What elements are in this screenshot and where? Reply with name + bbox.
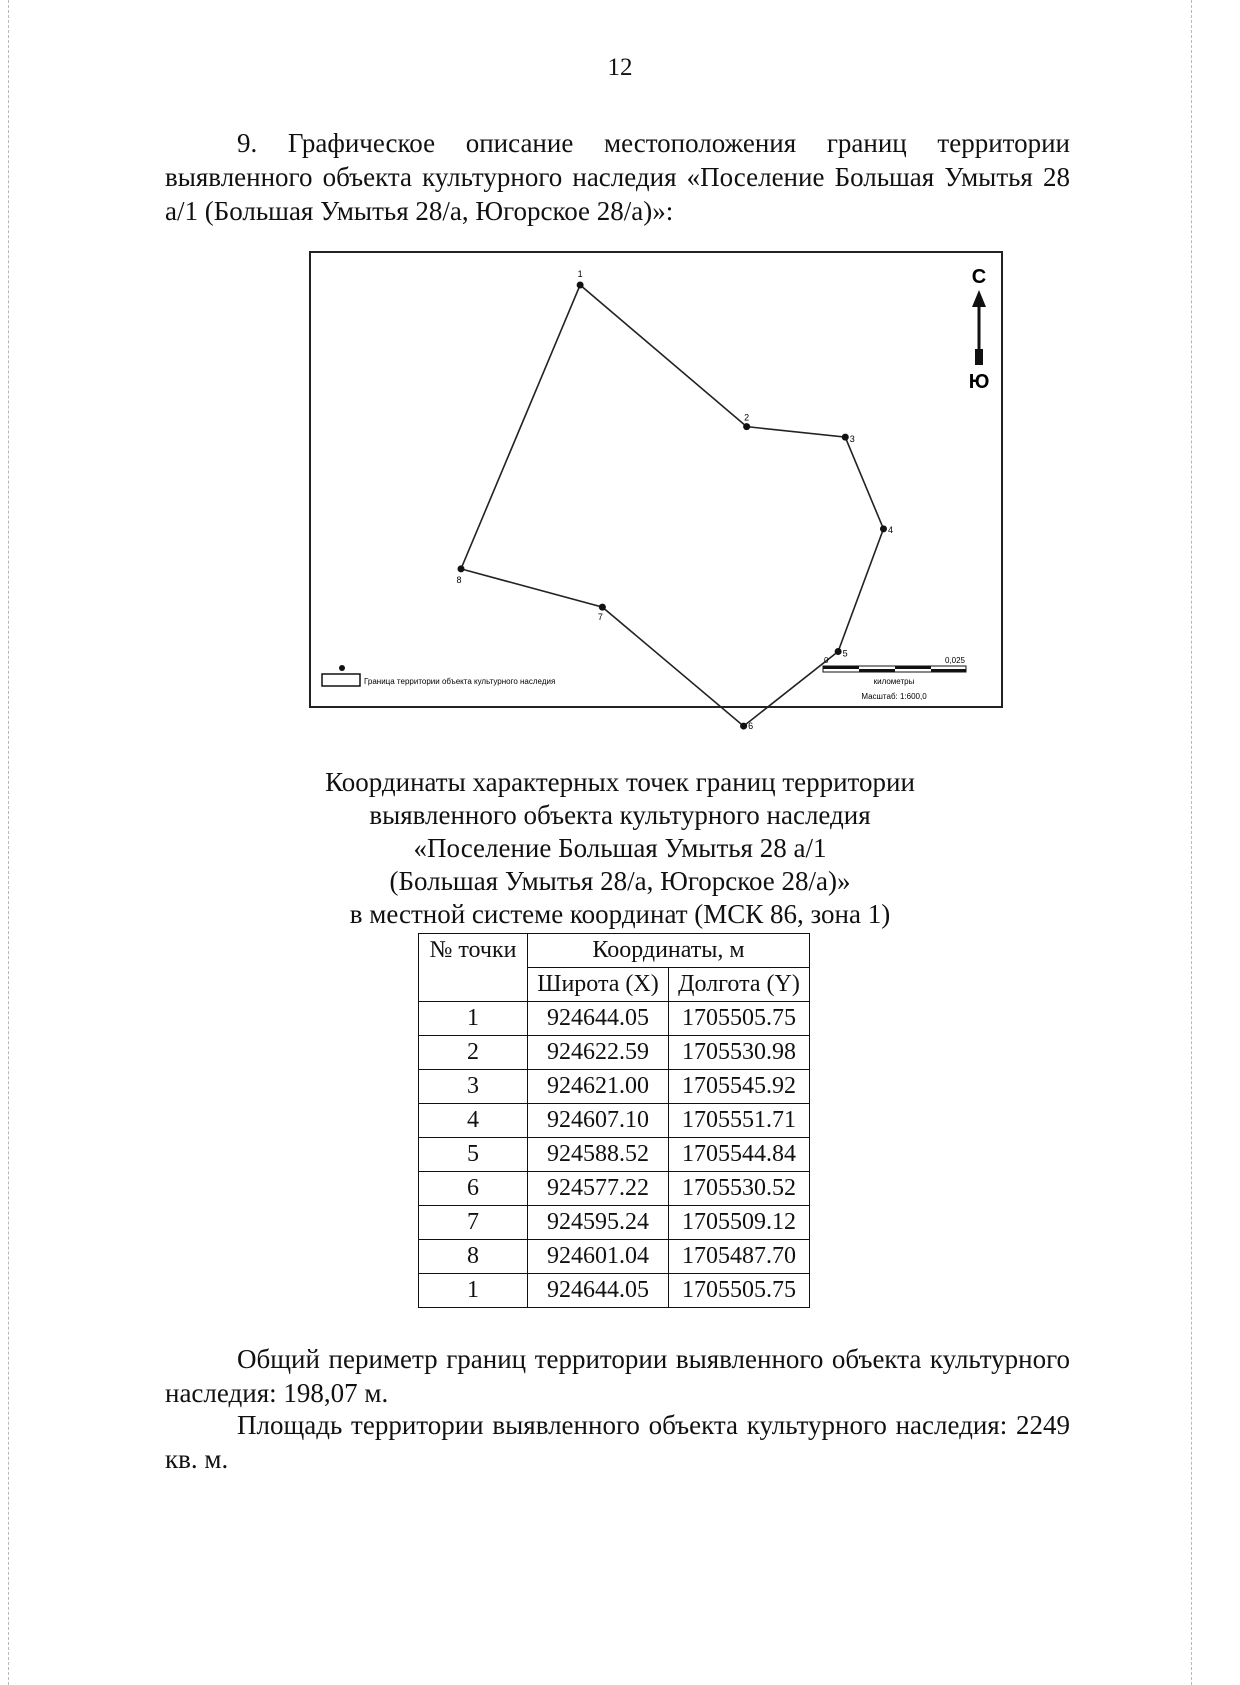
scale-unit-label: километры	[873, 677, 915, 686]
boundary-point-label: 8	[456, 574, 462, 585]
boundary-map	[309, 251, 1003, 732]
point-number-cell: 3	[419, 1070, 528, 1104]
point-number-cell: 6	[419, 1172, 528, 1206]
point-number-cell: 4	[419, 1104, 528, 1138]
area-text: Площадь территории выявленного объекта культурного наследия: 2249 кв. м.	[165, 1410, 1070, 1474]
latitude-cell: 924644.05	[528, 1002, 669, 1036]
point-number-header: № точки	[419, 934, 528, 1002]
table-row	[419, 1274, 810, 1308]
boundary-point-5	[835, 648, 842, 655]
longitude-cell: 1705545.92	[669, 1070, 810, 1104]
longitude-cell: 1705509.12	[669, 1206, 810, 1240]
coordinates-heading	[0, 766, 1240, 931]
boundary-point-7	[599, 604, 606, 611]
table-row	[419, 1104, 810, 1138]
latitude-cell: 924644.05	[528, 1274, 669, 1308]
longitude-cell: 1705505.75	[669, 1274, 810, 1308]
scale-bar-segment	[859, 669, 895, 672]
point-number-cell: 7	[419, 1206, 528, 1240]
longitude-cell: 1705530.52	[669, 1172, 810, 1206]
map-legend	[322, 665, 555, 686]
latitude-cell: 924588.52	[528, 1138, 669, 1172]
latitude-cell: 924607.10	[528, 1104, 669, 1138]
boundary-point-8	[458, 565, 465, 572]
point-number-cell: 2	[419, 1036, 528, 1070]
point-number-cell: 1	[419, 1002, 528, 1036]
scale-start-label: 0	[824, 656, 829, 665]
compass-north-label: С	[971, 266, 987, 288]
table-row	[419, 1036, 810, 1070]
point-number-cell: 8	[419, 1240, 528, 1274]
boundary-point-label: 4	[887, 524, 893, 535]
boundary-point-1	[577, 282, 584, 289]
compass-arrowhead	[972, 290, 986, 307]
compass-south-label: Ю	[968, 371, 990, 393]
coordinates-heading-line: выявленного объекта культурного наследия	[369, 800, 871, 830]
coordinates-table	[418, 933, 810, 1308]
compass-tail	[975, 349, 983, 365]
coordinates-heading-line: «Поселение Большая Умытья 28 а/1	[413, 833, 827, 863]
table-row	[419, 1002, 810, 1036]
boundary-point-label: 3	[849, 434, 855, 445]
scale-bar-segment	[931, 669, 966, 672]
table-header-row	[419, 934, 810, 968]
legend-point-symbol	[339, 665, 345, 671]
coordinates-table-body	[419, 1002, 810, 1308]
scale-end-label: 0,025	[944, 656, 965, 665]
latitude-header: Широта (X)	[528, 968, 669, 1002]
table-row	[419, 1172, 810, 1206]
boundary-point-label: 5	[842, 648, 848, 659]
boundary-point-2	[743, 423, 750, 430]
table-row	[419, 1138, 810, 1172]
table-row	[419, 1070, 810, 1104]
section-heading	[165, 126, 1070, 228]
point-number-cell: 5	[419, 1138, 528, 1172]
latitude-cell: 924601.04	[528, 1240, 669, 1274]
longitude-cell: 1705487.70	[669, 1240, 810, 1274]
latitude-cell: 924577.22	[528, 1172, 669, 1206]
perimeter-text: Общий периметр границ территории выявленного объекта культурного наследия: 198,07 м.	[165, 1344, 1070, 1408]
scale-bar-segment	[823, 666, 859, 669]
table-row	[419, 1206, 810, 1240]
legend-label: Граница территории объекта культурного наследия	[364, 677, 556, 686]
boundary-map-canvas	[311, 253, 1001, 732]
coordinates-header: Координаты, м	[528, 934, 810, 968]
area-paragraph	[165, 1408, 1070, 1476]
latitude-cell: 924595.24	[528, 1206, 669, 1240]
perimeter-paragraph	[165, 1342, 1070, 1410]
legend-boundary-symbol	[322, 674, 360, 686]
longitude-header: Долгота (Y)	[669, 968, 810, 1002]
boundary-point-4	[880, 525, 887, 532]
boundary-point-label: 1	[577, 269, 583, 279]
scale-bar	[823, 656, 966, 701]
section-heading-text: 9. Графическое описание местоположения границ территории выявленного объекта культурного наследия «Поселение Большая Умытья 28 а/1 (Большая Умытья 28/а, Югорское 28/а)»:	[165, 128, 1070, 226]
coordinates-heading-line: в местной системе координат (МСК 86, зона 1)	[349, 899, 891, 929]
scale-bar-segment	[895, 666, 931, 669]
table-row	[419, 1240, 810, 1274]
coordinates-heading-line: (Большая Умытья 28/а, Югорское 28/а)»	[389, 866, 851, 896]
latitude-cell: 924621.00	[528, 1070, 669, 1104]
boundary-point-label: 2	[744, 412, 750, 423]
boundary-point-6	[740, 723, 747, 730]
latitude-cell: 924622.59	[528, 1036, 669, 1070]
boundary-point-label: 7	[597, 612, 603, 623]
page-number: 12	[607, 54, 633, 81]
longitude-cell: 1705505.75	[669, 1002, 810, 1036]
north-arrow	[969, 266, 990, 393]
longitude-cell: 1705551.71	[669, 1104, 810, 1138]
longitude-cell: 1705530.98	[669, 1036, 810, 1070]
coordinates-heading-line: Координаты характерных точек границ территории	[325, 767, 915, 797]
scale-ratio-label: Масштаб: 1:600,0	[861, 692, 927, 701]
longitude-cell: 1705544.84	[669, 1138, 810, 1172]
territory-boundary	[461, 285, 883, 726]
boundary-point-label: 6	[748, 721, 754, 732]
point-number-cell: 1	[419, 1274, 528, 1308]
boundary-point-3	[842, 434, 849, 441]
